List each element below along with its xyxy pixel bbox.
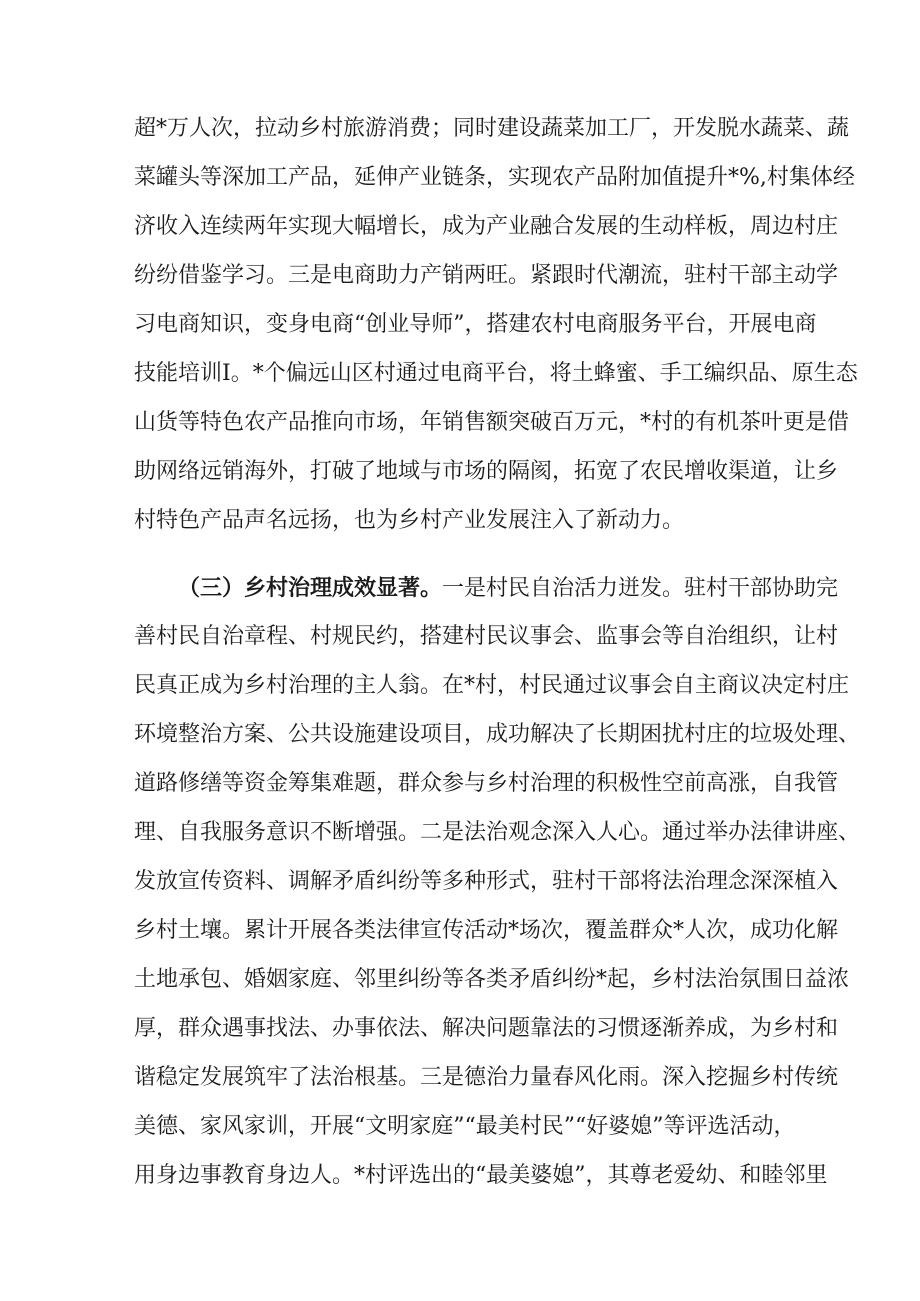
text-line: 超*万人次，拉动乡村旅游消费；同时建设蔬菜加工厂，开发脱水蔬菜、蔬: [134, 116, 850, 141]
text-line: 乡村土壤。累计开展各类法律宣传活动*场次，覆盖群众*人次，成功化解: [134, 918, 839, 943]
text-line: 理、自我服务意识不断增强。二是法治观念深入人心。通过举办法律讲座、: [134, 820, 861, 845]
text-line: 山货等特色农产品推向市场，年销售额突破百万元，*村的有机茶叶更是借: [134, 410, 850, 435]
text-line: 善村民自治章程、村规民约，搭建村民议事会、监事会等自治组织，让村: [134, 624, 839, 649]
text-line: 厚，群众遇事找法、办事依法、解决问题靠法的习惯逐渐养成，为乡村和: [134, 1016, 839, 1041]
text-line: 环境整治方案、公共设施建设项目，成功解决了长期困扰村庄的垃圾处理、: [134, 722, 861, 747]
text-line: 济收入连续两年实现大幅增长，成为产业融合发展的生动样板，周边村庄: [134, 214, 839, 239]
text-line: 道路修缮等资金筹集难题，群众参与乡村治理的积极性空前高涨，自我管: [134, 771, 839, 796]
text-line: 习电商知识，变身电商“创业导师”，搭建农村电商服务平台，开展电商: [134, 312, 817, 337]
text-line: 菜罐头等深加工产品，延伸产业链条，实现农产品附加值提升*%,村集体经: [134, 165, 855, 190]
text-line: 纷纷借鉴学习。三是电商助力产销两旺。紧跟时代潮流，驻村干部主动学: [134, 263, 839, 288]
text-line: 助网络远销海外，打破了地域与市场的隔阂，拓宽了农民增收渠道，让乡: [134, 459, 839, 484]
text-line: 用身边事教育身边人。*村评选出的“最美婆媳”，其尊老爱幼、和睦邻里: [134, 1163, 828, 1188]
text-line: 村特色产品声名远扬，也为乡村产业发展注入了新动力。: [134, 508, 685, 533]
text-line: 民真正成为乡村治理的主人翁。在*村，村民通过议事会自主商议决定村庄: [134, 673, 850, 698]
text-line: 美德、家风家训，开展“文明家庭”“最美村民”“好婆媳”等评选活动，: [134, 1114, 796, 1139]
text-line: 技能培训I。*个偏远山区村通过电商平台，将土蜂蜜、手工编织品、原生态: [134, 361, 858, 386]
heading-line-rest: 一是村民自治活力迸发。驻村干部协助完: [442, 576, 839, 601]
section-heading: （三）乡村治理成效显著。: [178, 575, 443, 601]
text-line: 谐稳定发展筑牢了法治根基。三是德治力量春风化雨。深入挖掘乡村传统: [134, 1065, 839, 1090]
text-line: 发放宣传资料、调解矛盾纠纷等多种形式，驻村干部将法治理念深深植入: [134, 869, 839, 894]
text-line: [178, 566, 839, 610]
text-line: 土地承包、婚姻家庭、邻里纠纷等各类矛盾纠纷*起，乡村法治氛围日益浓: [134, 967, 850, 992]
